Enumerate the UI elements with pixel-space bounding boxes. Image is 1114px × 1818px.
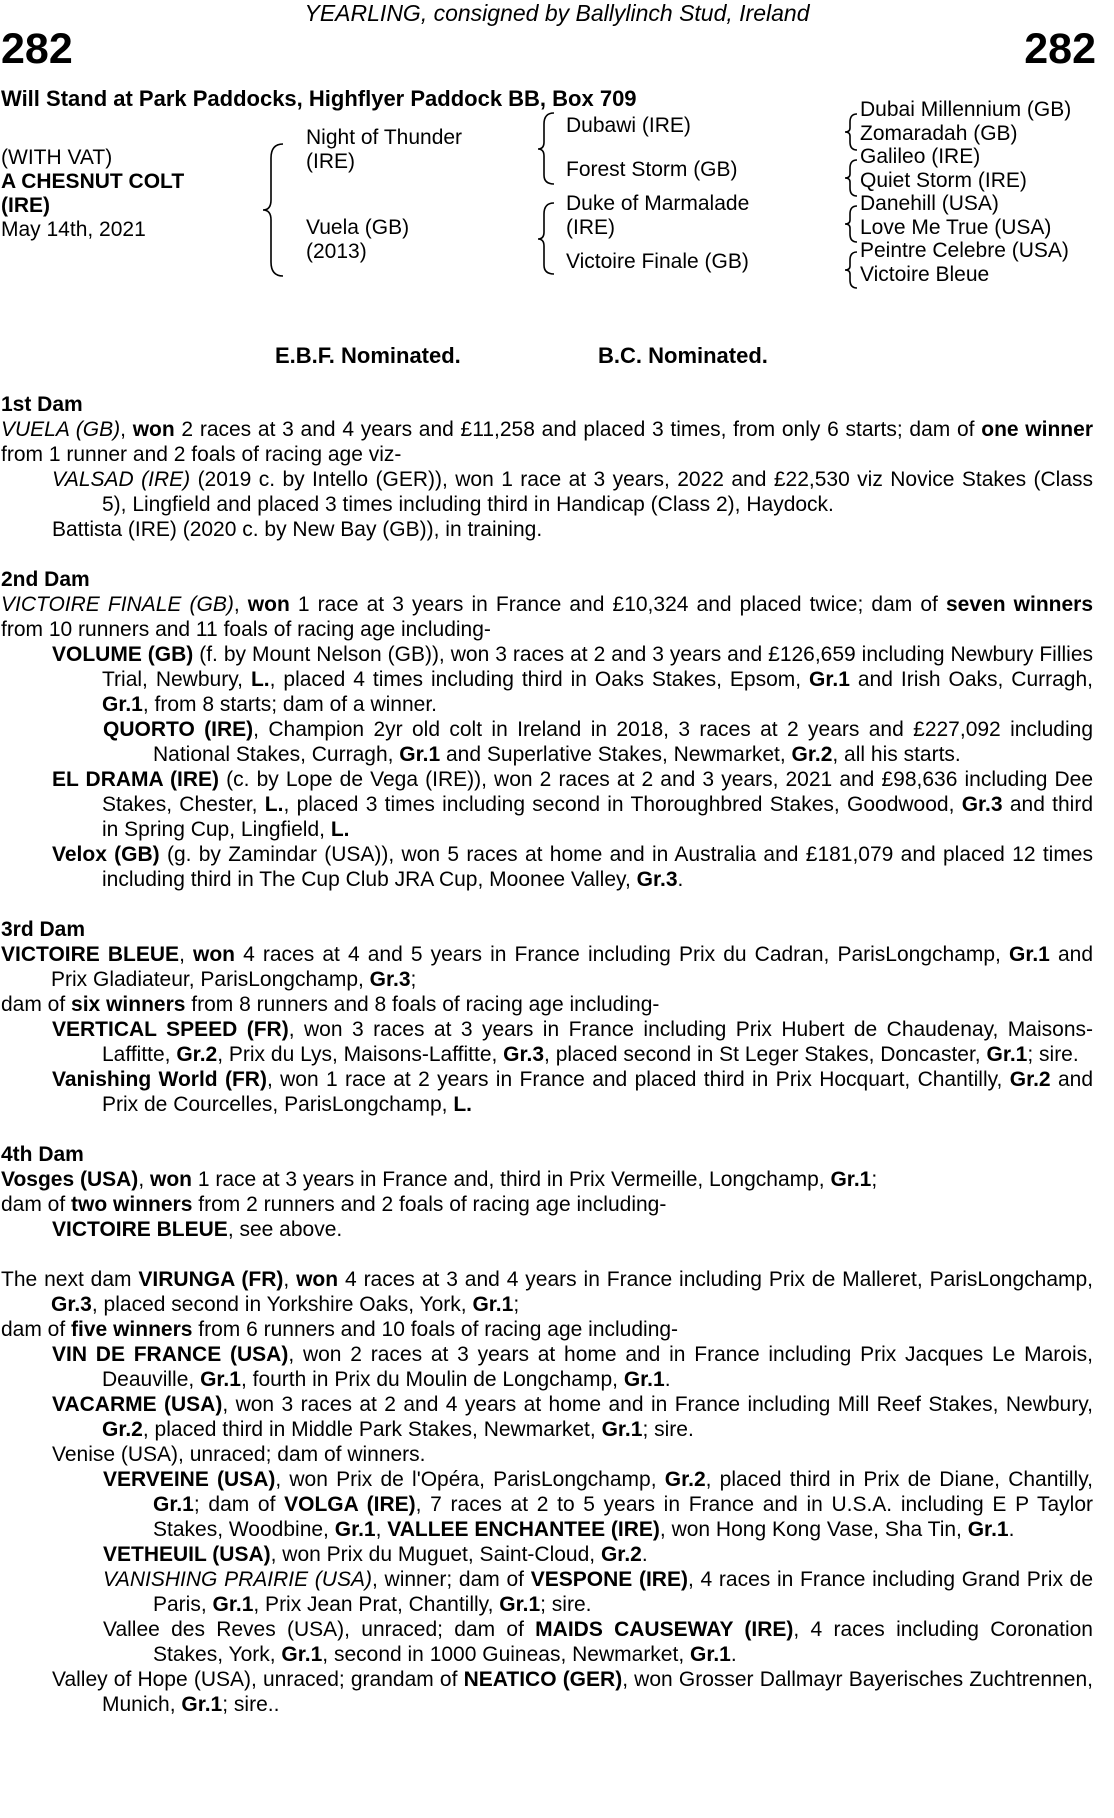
dam-record: dam of six winners from 8 runners and 8 foals of racing age including-	[1, 993, 660, 1016]
produce-entry: VERTICAL SPEED (FR), won 3 races at 3 years in France including Prix Hubert de Chaudenay, Maisons-Laffitte, Gr.2, Prix du Lys, Maisons-Laffitte, Gr.3, placed second in St Leger Stakes, Doncaster, Gr.1; sire.	[52, 1018, 1093, 1066]
produce-entry: Venise (USA), unraced; dam of winners.	[52, 1443, 426, 1466]
produce-entry: VOLUME (GB) (f. by Mount Nelson (GB)), won 3 races at 2 and 3 years and £126,659 including Newbury Fillies Trial, Newbury, L., placed 4 times including third in Oaks Stakes, Epsom, Gr.1 and Irish Oaks, Curragh, Gr.1, from 8 starts; dam of a winner.	[52, 643, 1093, 716]
dam-record: dam of two winners from 2 runners and 2 foals of racing age including-	[1, 1193, 667, 1216]
dam-record: Vosges (USA), won 1 race at 3 years in France and, third in Prix Vermeille, Longchamp, Gr.1;	[1, 1168, 878, 1191]
fourth-dam-section	[1, 1142, 1093, 1242]
sire-sire: Dubawi (IRE)	[566, 114, 691, 137]
sire-dam: Forest Storm (GB)	[566, 158, 738, 181]
produce-entry: QUORTO (IRE), Champion 2yr old colt in Ireland in 2018, 3 races at 2 years and £227,092 including National Stakes, Curragh, Gr.1 and Superlative Stakes, Newmarket, Gr.2, all his starts.	[103, 718, 1093, 766]
bc-nominated: B.C. Nominated.	[598, 343, 768, 368]
section-title: 2nd Dam	[1, 568, 90, 591]
dam-record: The next dam VIRUNGA (FR), won 4 races at 3 and 4 years in France including Prix de Malleret, ParisLongchamp, Gr.3, placed second in Yorkshire Oaks, York, Gr.1;	[1, 1268, 1094, 1316]
produce-record	[1, 392, 1093, 1717]
ebf-nominated: E.B.F. Nominated.	[275, 343, 461, 368]
horse-country: (IRE)	[1, 194, 50, 217]
third-dam-section	[1, 917, 1093, 1117]
vat-note: (WITH VAT)	[1, 146, 113, 169]
produce-entry: VACARME (USA), won 3 races at 2 and 4 years at home and in France including Mill Reef Stakes, Newbury, Gr.2, placed third in Middle Park Stakes, Newmarket, Gr.1; sire.	[52, 1393, 1093, 1441]
produce-entry: Battista (IRE) (2020 c. by New Bay (GB)), in training.	[52, 518, 543, 541]
dam-year: (2013)	[306, 240, 367, 263]
section-title: 4th Dam	[1, 1143, 84, 1166]
dam-record: VICTOIRE BLEUE, won 4 races at 4 and 5 years in France including Prix du Cadran, ParisLongchamp, Gr.1 and Prix Gladiateur, ParisLongchamp, Gr.3;	[1, 943, 1094, 991]
dam-record: dam of five winners from 6 runners and 10 foals of racing age including-	[1, 1318, 679, 1341]
produce-entry: Vanishing World (FR), won 1 race at 2 years in France and placed third in Prix Hocquart, Chantilly, Gr.2 and Prix de Courcelles, ParisLongchamp, L.	[52, 1068, 1094, 1116]
dds: Peintre Celebre (USA)	[860, 239, 1069, 262]
sdd: Quiet Storm (IRE)	[860, 169, 1027, 192]
dsd: Love Me True (USA)	[860, 216, 1052, 239]
dss: Danehill (USA)	[860, 192, 999, 215]
section-title: 3rd Dam	[1, 918, 86, 941]
dam-name: Vuela (GB)	[306, 216, 410, 239]
dam-sire-country: (IRE)	[566, 216, 615, 239]
second-dam-section	[1, 567, 1093, 892]
sire-country: (IRE)	[306, 150, 355, 173]
foaling-date: May 14th, 2021	[1, 218, 146, 241]
sds: Galileo (IRE)	[860, 145, 981, 168]
dam-sire-name: Duke of Marmalade	[566, 192, 750, 215]
sss: Dubai Millennium (GB)	[860, 98, 1072, 121]
dam-record: VUELA (GB), won 2 races at 3 and 4 years and £11,258 and placed 3 times, from only 6 starts; dam of one winner from 1 runner and 2 foals of racing age viz-	[1, 418, 1093, 466]
sire-name: Night of Thunder	[306, 126, 463, 149]
dam-dam: Victoire Finale (GB)	[566, 250, 749, 273]
produce-entry: VALSAD (IRE) (2019 c. by Intello (GER)), won 1 race at 3 years, 2022 and £22,530 viz Novice Stakes (Class 5), Lingfield and placed 3 times including third in Handicap (Class 2), Haydock.	[52, 468, 1093, 516]
next-dam-section	[1, 1267, 1093, 1717]
produce-entry: VICTOIRE BLEUE, see above.	[52, 1218, 343, 1241]
section-title: 1st Dam	[1, 393, 83, 416]
consignor-line: YEARLING, consigned by Ballylinch Stud, Ireland	[304, 0, 810, 26]
horse-description: A CHESNUT COLT	[1, 170, 185, 193]
produce-entry: VETHEUIL (USA), won Prix du Muguet, Saint-Cloud, Gr.2.	[103, 1543, 648, 1566]
lot-number-left: 282	[1, 25, 73, 73]
lot-number-right: 282	[1024, 25, 1096, 73]
produce-entry: Valley of Hope (USA), unraced; grandam of NEATICO (GER), won Grosser Dallmayr Bayerisches Zuchtrennen, Munich, Gr.1; sire..	[52, 1668, 1093, 1716]
ssd: Zomaradah (GB)	[860, 122, 1018, 145]
produce-entry: VIN DE FRANCE (USA), won 2 races at 3 years at home and in France including Prix Jacques Le Marois, Deauville, Gr.1, fourth in Prix du Moulin de Longchamp, Gr.1.	[52, 1343, 1093, 1391]
dam-record: VICTOIRE FINALE (GB), won 1 race at 3 years in France and £10,324 and placed twice; dam of seven winners from 10 runners and 11 foals of racing age including-	[1, 593, 1093, 641]
stand-location: Will Stand at Park Paddocks, Highflyer Paddock BB, Box 709	[1, 86, 637, 111]
produce-entry: EL DRAMA (IRE) (c. by Lope de Vega (IRE)), won 2 races at 2 and 3 years, 2021 and £98,636 including Dee Stakes, Chester, L., placed 3 times including second in Thoroughbred Stakes, Goodwood, Gr.3 and third in Spring Cup, Lingfield, L.	[52, 768, 1094, 841]
produce-entry: VANISHING PRAIRIE (USA), winner; dam of VESPONE (IRE), 4 races in France including Grand Prix de Paris, Gr.1, Prix Jean Prat, Chantilly, Gr.1; sire.	[103, 1568, 1094, 1616]
produce-entry: Vallee des Reves (USA), unraced; dam of MAIDS CAUSEWAY (IRE), 4 races including Coronation Stakes, York, Gr.1, second in 1000 Guineas, Newmarket, Gr.1.	[103, 1618, 1093, 1666]
ddd: Victoire Bleue	[860, 263, 990, 286]
first-dam-section	[1, 392, 1093, 542]
produce-entry: Velox (GB) (g. by Zamindar (USA)), won 5 races at home and in Australia and £181,079 and placed 12 times including third in The Cup Club JRA Cup, Moonee Valley, Gr.3.	[52, 843, 1093, 891]
produce-entry: VERVEINE (USA), won Prix de l'Opéra, ParisLongchamp, Gr.2, placed third in Prix de Diane, Chantilly, Gr.1; dam of VOLGA (IRE), 7 races at 2 to 5 years in France and in U.S.A. including E P Taylor Stakes, Woodbine, Gr.1, VALLEE ENCHANTEE (IRE), won Hong Kong Vase, Sha Tin, Gr.1.	[103, 1468, 1094, 1541]
